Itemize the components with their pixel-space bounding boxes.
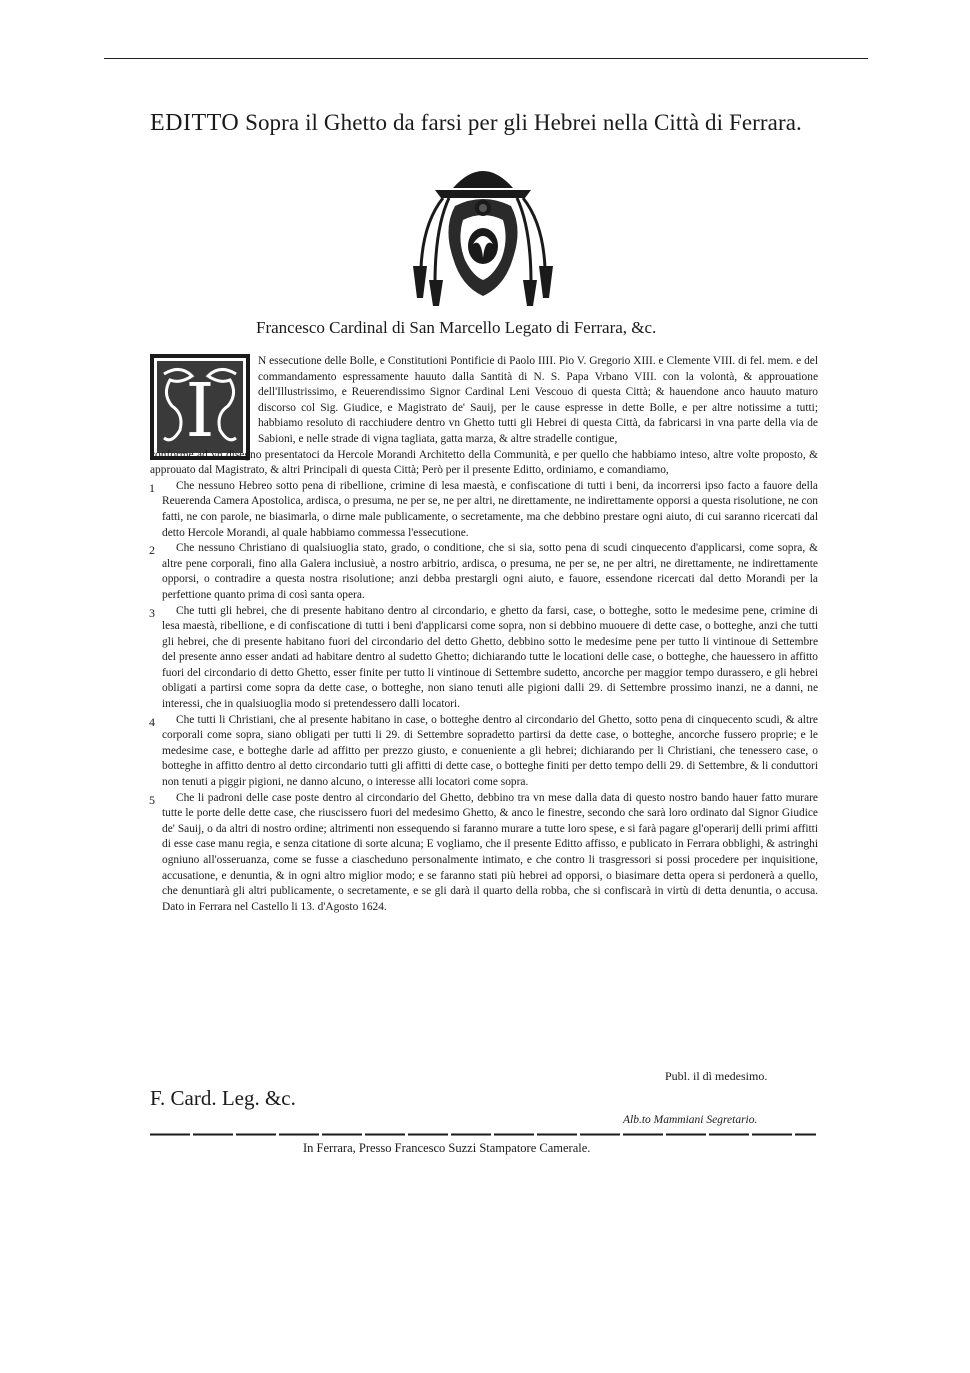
edict-title bbox=[150, 110, 850, 137]
edict-body bbox=[150, 354, 818, 915]
clause-text: Che nessuno Hebreo sotto pena di ribellione, crimine di lesa maestà, e confiscatione di tutti i beni, da incorrersi ipso facto a fauore della Reuerenda Camera Apostolica, ardisca, o presuma, ne per se, ne per altri, ne direttamente, ne indirettamente opporsi a questa risolutione, ne con fatti, ne con parole, ne biasimarla, o dirne male publicamente, o secretamente, ma che debbino prestare ogni aiuto, di cui saranno ricercati dal detto Hercole Morandi, al quale habbiamo commessa l'essecutione. bbox=[162, 479, 818, 539]
issuer-heading: Francesco Cardinal di San Marcello Legato di Ferrara, &c. bbox=[256, 318, 657, 337]
clause-item bbox=[150, 713, 818, 791]
intro-paragraph: N essecutione delle Bolle, e Constitutioni Pontificie di Paolo IIII. Pio V. Gregorio XIII. e Clemente VIII. di fel. mem. e del commandamento espressamente hauuto dalla Santità di N. S. Papa Vrbano VIII. con la volontà, & approuatione dell'Illustrissimo, e Reuerendissimo Signor Cardinal Leni Vescouo di questa Città; & hauendone anco hauuto maturo discorso col Sig. Giudice, e Magistrato de' Sauij, per le cause espresse in dette Bolle, e per altre notissime a tutti; habbiamo resoluto di racchiudere dentro vn Ghetto tutti gli Hebrei di questa Città, da fabricarsi in vna parte della via de Sabioni, e nelle strade di vigna tagliata, gatta marza, & altre stradelle contigue, bbox=[258, 355, 818, 445]
clause-number: 4 bbox=[149, 714, 155, 729]
edict-title-lead: EDITTO bbox=[150, 110, 240, 136]
signature: F. Card. Leg. &c. bbox=[150, 1086, 296, 1110]
bottom-rule bbox=[150, 1133, 816, 1136]
clause-item bbox=[150, 604, 818, 713]
clause-text: Che tutti li Christiani, che al presente habitano in case, o botteghe dentro al circondario del Ghetto, sotto pena di cinquecento scudi, & altre corporali come sopra, siano obligati per tutti li 29. di Settembre sopradetto partirsi da dette case, o botteghe, ancorche fussero proprie; e le medesime case, e botteghe darle ad affitto per prezzo giusto, e conueniente a gli hebrei; dichiarando per li Christiani, che tenessero case, o botteghe in affitto dentro al detto circondario tutti gli affitti di dette case, o botteghe finiti per detto tempo delli 29. di Settembre, & li conduttori non tenuti a piggir pigioni, ne danno alcuno, o interesse alli locatori come sopra. bbox=[162, 713, 818, 789]
publication-note: Publ. il dì medesimo. bbox=[665, 1069, 768, 1083]
initial-letter: I bbox=[185, 368, 215, 454]
cardinal-coat-of-arms-icon bbox=[413, 148, 553, 306]
clause-number: 2 bbox=[149, 543, 155, 558]
clause-text: Che nessuno Christiano di qualsiuoglia stato, grado, o conditione, che si sia, sotto pena di scudi cinquecento d'applicarsi, come sopra, & altre pene corporali, fino alla Galera inclusiuè, a nostro arbitrio, ardisca, o presuma, ne per se, ne per altri, ne direttamente, ne indirettamente opporsi, o contradire a questa nostra risolutione; anzi debba prestargli ogni aiuto, e fauore, essendone ricercati dal detto Morandi per la perfettione quanto prima di così santa opera. bbox=[162, 542, 818, 601]
top-rule bbox=[104, 58, 868, 59]
clause-item bbox=[150, 479, 818, 541]
clause-text: Che li padroni delle case poste dentro al circondario del Ghetto, debbino tra vn mese dalla data di questo nostro bando hauer fatto murare tutte le porte delle dette case, che riuscissero fuori del medesimo Ghetto, & anco le finestre, secondo che sarà loro ordinato dal Signor Giudice de' Sauij, o da altri di nostro ordine; altrimenti non essequendo si faranno murare a tutte loro spese, e si farà pagare gl'operarij delli primi affitti di esse case manu regia, e senza citatione di sorte alcuna; E vogliamo, che il presente Editto affisso, e publicato in Ferrara obblighi, & astringhi ogniuno all'osseruanza, come se fusse a ciascheduno personalmente intimato, e che contro li trasgressori si possi procedere per inquisitione, accusatione, e denuntia, & in ogni altro miglior modo; e se faranno stati più hebrei ad opporsi, o biasimare detta opera si perdonerà a quello, che denuntiarà gli altri publicamente, o secretamente, e se gli darà il quarto della robba, che si confiscarà in virtù di detta denuntia, o accusa. Dato in Ferrara nel Castello li 13. d'Agosto 1624. bbox=[162, 791, 818, 913]
edict-title-rest: Sopra il Ghetto da farsi per gli Hebrei nella Città di Ferrara. bbox=[245, 110, 802, 135]
clause-number: 3 bbox=[149, 605, 155, 620]
clause-text: Che tutti gli hebrei, che di presente habitano dentro al circondario, e ghetto da farsi, case, o botteghe, sotto le medesime pene, crimine di lesa maestà, ribellione, e di confiscatione di tutti i beni d'applicarsi come sopra, non si debbino muouere di dette case, o botteghe, anzi che tutti gli hebrei, che di presente habitano fuori del circondario del detto Ghetto, debbino sotto le medesime pene per tutto li vintinoue di Settembre del presente anno esser andati ad habitare dentro al sudetto Ghetto; dichiarando tutte le locationi delle case, o botteghe, che hauessero in affitto fuori del circondario di detto Ghetto, esser finite per tutto li vintinoue di Settembre sudetto, ancorche per maggior tempo durassero, e gli hebrei obligati a partirsi come sopra da dette case, o botteghe, non siano tenuti alle pigioni dalli 29. di Settembre prossimo inanzi, ne a danni, ne interessi, che in qualsiuoglia modo si pretendessero dalli locatori. bbox=[162, 604, 818, 711]
clause-item bbox=[150, 791, 818, 916]
intro-paragraph-continued: conforme ad vn disegno presentatoci da Hercole Morandi Architetto della Communità, e per quello che habbiamo inteso, altre volte proposto, & approuato dal Magistrato, & altri Principali di questa Città; Però per il presente Editto, ordiniamo, e comandiamo, bbox=[150, 448, 818, 477]
clause-item bbox=[150, 541, 818, 603]
clause-number: 5 bbox=[149, 792, 155, 807]
secretary-signature: Alb.to Mammiani Segretario. bbox=[623, 1114, 758, 1126]
printer-imprint: In Ferrara, Presso Francesco Suzzi Stampatore Camerale. bbox=[303, 1141, 591, 1155]
clause-number: 1 bbox=[149, 480, 155, 495]
